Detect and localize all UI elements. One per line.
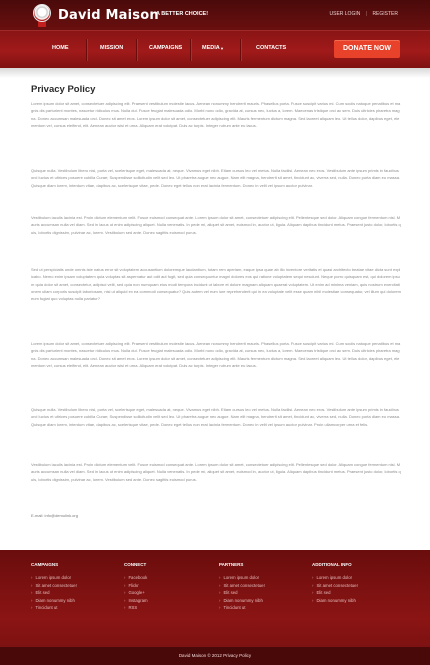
footer-link[interactable]: › Lorem ipsum dolor <box>219 574 265 582</box>
copyright-bar: David Maison © 2012 Privacy Policy <box>0 647 430 665</box>
footer-link[interactable]: › Diam nonummy nibh <box>31 597 77 605</box>
nav-campaigns[interactable]: CAMPAIGNS <box>149 45 183 51</box>
nav-contacts[interactable]: CONTACTS <box>256 45 287 51</box>
policy-paragraph: Lorem ipsum dolor sit amet, consectetuer adipiscing elit. Praesent vestibulum molestie lacus. Aenean nonummy hendrerit mauris. Phasellus porta. Fusce suscipit varius mi. Cum sociis natoque penatibus et magnis dis parturient montes, nascetur ridiculus mus. Nulla dui. Fusce feugiat malesuada odio. Morbi nunc odio, gravida at, cursus nec, luctus a, lorem. Maecenas tristique orci ac sem. Duis ultricies pharetra magna. Donec accumsan malesuada orci. Donec sit amet eros. Lorem ipsum dolor sit amet, consectetuer adipiscing elit. Mauris fermentum dictum magna. Sed laoreet aliquam leo. Ut tellus dolor, dapibus eget, elementum vel, cursus eleifend, elit. Aenean auctor wisi et urna. Aliquam erat volutpat. Duis ac turpis. Integer rutrum ante eu lacus. <box>31 341 401 368</box>
medal-logo-icon[interactable] <box>32 4 52 26</box>
footer-link[interactable]: › Sit amet consectetuer <box>31 582 77 590</box>
slogan: A BETTER CHOICE! <box>156 11 209 17</box>
footer-link[interactable]: › Diam nonummy nibh <box>312 597 358 605</box>
nav-divider <box>86 39 87 61</box>
footer-link-instagram[interactable]: › Instagram <box>124 597 148 605</box>
footer-heading: ADDITIONAL INFO <box>312 562 352 567</box>
footer-link-flickr[interactable]: › Flickr <box>124 582 148 590</box>
footer-link[interactable]: › Sit amet consectetuer <box>312 582 358 590</box>
footer-link[interactable]: › Elit sed <box>312 589 358 597</box>
footer-link[interactable]: › Lorem ipsum dolor <box>312 574 358 582</box>
nav-mission[interactable]: MISSION <box>100 45 124 51</box>
footer-link[interactable]: › Elit sed <box>219 589 265 597</box>
register-link[interactable]: REGISTER <box>372 11 398 17</box>
top-bar <box>0 0 430 30</box>
brand-name[interactable]: David Maison <box>58 8 159 23</box>
footer-link[interactable]: › Tincidunt ut <box>31 604 77 612</box>
footer-column-campaigns <box>31 562 77 612</box>
policy-paragraph: Vestibulum iaculis lacinia est. Proin dictum elementum velit. Fusce euismod consequat ante. Lorem ipsum dolor sit amet, consectetuer adipiscing elit. Pellentesque sed dolor. Aliquam congue fermentum nisl. Mauris accumsan nulla vel diam. Sed in lacus ut enim adipiscing aliquet. Nulla venenatis. In pede mi, aliquet sit amet, euismod in, auctor ut, ligula. Aliquam dapibus tincidunt metus. Praesent justo dolor, lobortis quis, lobortis dignissim, pulvinar ac, lorem. Vestibulum sed ante. Donec sagittis euismod purus. <box>31 215 401 235</box>
footer-link[interactable]: › Tincidunt ut <box>219 604 265 612</box>
contact-email[interactable]: E-mail: info@demolink.org <box>31 513 78 518</box>
link-separator: | <box>365 11 368 17</box>
nav-media[interactable]: MEDIA <box>202 45 220 51</box>
footer-link-google[interactable]: › Google+ <box>124 589 148 597</box>
user-login-link[interactable]: USER LOGIN <box>329 11 361 17</box>
footer-column-partners <box>219 562 265 612</box>
footer-link[interactable]: › Elit sed <box>31 589 77 597</box>
nav-divider <box>240 39 241 61</box>
footer-link-facebook[interactable]: › Facebook <box>124 574 148 582</box>
policy-paragraph: Sed ut perspiciatis unde omnis iste natus error sit voluptatem accusantium doloremque laudantium, totam rem aperiam, eaque ipsa quae ab illo inventore veritatis et quasi architecto beatae vitae dicta sunt explicabo. Nemo enim ipsam voluptatem quia voluptas sit aspernatur aut odit aut fugit, sed quia consequuntur magni dolores eos qui ratione voluptatem sequi nesciunt. Neque porro quisquam est, qui dolorem ipsum quia dolor sit amet, consectetur, adipisci velit, sed quia non numquam eius modi tempora incidunt ut labore et dolore magnam aliquam quaerat voluptatem. Ut enim ad minima veniam, quis nostrum exercitationem ullam corporis suscipit laboriosam, nisi ut aliquid ex ea commodi consequatur? Quis autem vel eum iure reprehenderit qui in ea voluptate velit esse quam nihil molestiae consequatur, vel illum qui dolorem eum fugiat quo voluptas nulla pariatur? <box>31 267 401 302</box>
chevron-down-icon[interactable]: ▼ <box>220 46 224 51</box>
nav-divider <box>136 39 137 61</box>
footer-column-connect <box>124 562 148 612</box>
policy-paragraph: Quisque nulla. Vestibulum libero nisl, porta vel, scelerisque eget, malesuada at, neque. Vivamus eget nibh. Etiam cursus leo vel metus. Nulla facilisi. Aenean nec eros. Vestibulum ante ipsum primis in faucibus orci luctus et ultrices posuere cubilia Curae; Suspendisse sollicitudin velit sed leo. Ut pharetra augue nec augue. Nam elit magna, hendrerit sit amet, tincidunt ac, viverra sed, nulla. Donec porta diam eu massa. Quisque diam lorem, interdum vitae, dapibus ac, scelerisque vitae, pede. Donec eget tellus non erat lacinia fermentum. Donec in velit vel ipsum auctor pulvinar. <box>31 168 401 188</box>
footer-heading: CAMPAIGNS <box>31 562 59 567</box>
policy-paragraph: Lorem ipsum dolor sit amet, consectetuer adipiscing elit. Praesent vestibulum molestie lacus. Aenean nonummy hendrerit mauris. Phasellus porta. Fusce suscipit varius mi. Cum sociis natoque penatibus et magnis dis parturient montes, nascetur ridiculus mus. Nulla dui. Fusce feugiat malesuada odio. Morbi nunc odio, gravida at, cursus nec, luctus a, lorem. Maecenas tristique orci ac sem. Duis ultricies pharetra magna. Donec accumsan malesuada orci. Donec sit amet eros. Lorem ipsum dolor sit amet, consectetuer adipiscing elit. Mauris fermentum dictum magna. Sed laoreet aliquam leo. Ut tellus dolor, dapibus eget, elementum vel, cursus eleifend, elit. Aenean auctor wisi et urna. Aliquam erat volutpat. Duis ac turpis. Integer rutrum ante eu lacus. <box>31 101 401 128</box>
footer-link[interactable]: › Sit amet consectetuer <box>219 582 265 590</box>
account-links <box>326 11 399 17</box>
footer-column-additional-info <box>312 562 358 604</box>
nav-divider <box>190 39 191 61</box>
footer-link-rss[interactable]: › RSS <box>124 604 148 612</box>
main-nav <box>0 30 430 68</box>
footer-heading: CONNECT <box>124 562 147 567</box>
header-shadow <box>0 68 430 78</box>
footer-link[interactable]: › Lorem ipsum dolor <box>31 574 77 582</box>
footer-link[interactable]: › Diam nonummy nibh <box>219 597 265 605</box>
footer-heading: PARTNERS <box>219 562 244 567</box>
nav-home[interactable]: HOME <box>52 45 69 51</box>
donate-now-button[interactable]: DONATE NOW <box>334 40 400 58</box>
page-title: Privacy Policy <box>31 84 96 95</box>
policy-paragraph: Quisque nulla. Vestibulum libero nisl, porta vel, scelerisque eget, malesuada at, neque. Vivamus eget nibh. Etiam cursus leo vel metus. Nulla facilisi. Aenean nec eros. Vestibulum ante ipsum primis in faucibus orci luctus et ultrices posuere cubilia Curae; Suspendisse sollicitudin velit sed leo. Ut pharetra augue nec augue. Nam elit magna, hendrerit sit amet, tincidunt ac, viverra sed, nulla. Donec porta diam eu massa. Quisque diam lorem, interdum vitae, dapibus ac, scelerisque vitae, pede. Donec eget tellus non erat lacinia fermentum. Donec in velit vel ipsum auctor pulvinar. Proin ullamcorper urna et felis. <box>31 407 401 427</box>
policy-paragraph: Vestibulum iaculis lacinia est. Proin dictum elementum velit. Fusce euismod consequat ante. Lorem ipsum dolor sit amet, consectetuer adipiscing elit. Pellentesque sed dolor. Aliquam congue fermentum nisl. Mauris accumsan nulla vel diam. Sed in lacus ut enim adipiscing aliquet. Nulla venenatis. In pede mi, aliquet sit amet, euismod in, auctor ut, ligula. Aliquam dapibus tincidunt metus. Praesent justo dolor, lobortis quis, lobortis dignissim, pulvinar ac, lorem. Vestibulum sed ante. Donec sagittis euismod purus. <box>31 462 401 482</box>
